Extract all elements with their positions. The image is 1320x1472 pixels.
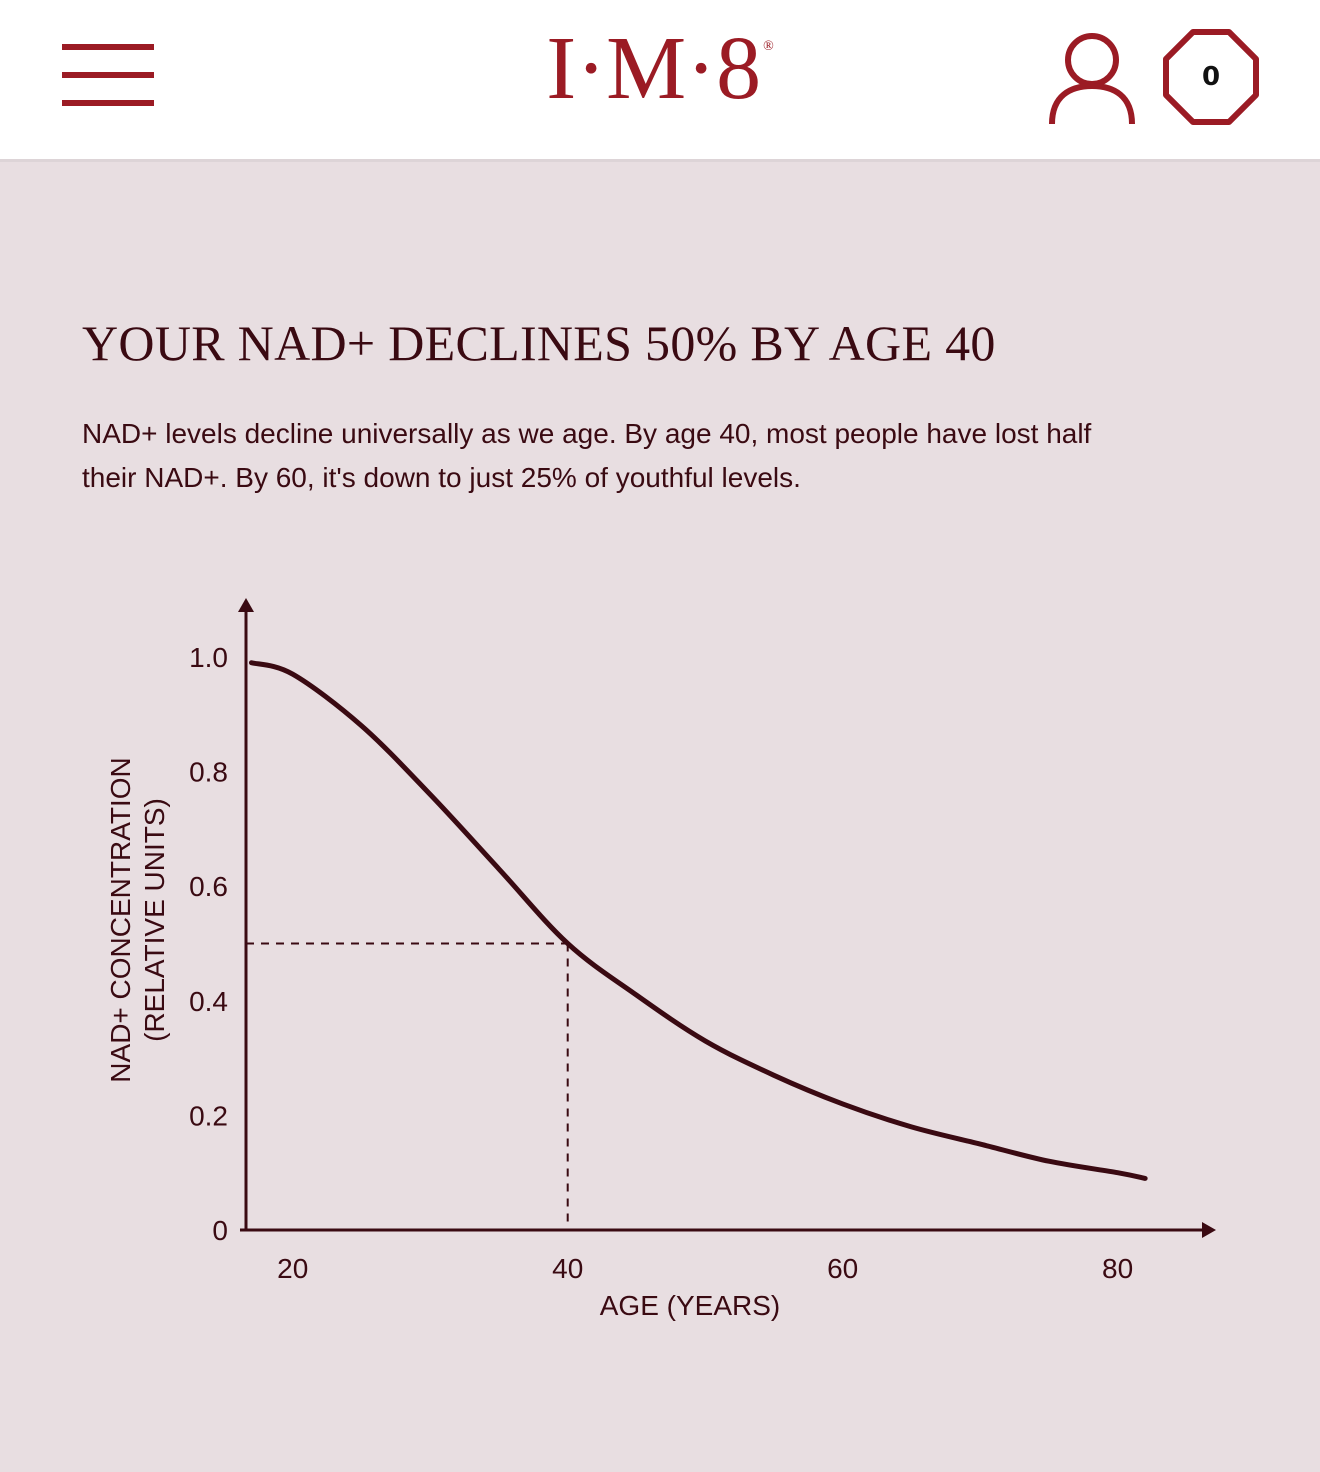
y-tick-labels <box>189 642 228 1246</box>
y-tick-label: 0.4 <box>189 985 228 1017</box>
account-button[interactable] <box>1046 30 1138 126</box>
user-account-icon <box>1046 30 1138 126</box>
section-title: YOUR NAD+ DECLINES 50% BY AGE 40 <box>82 315 996 371</box>
section-description: NAD+ levels decline universally as we age. By age 40, most people have lost half their NAD+. By 60, it's down to just 25% of youthful levels. <box>82 418 1092 493</box>
y-axis-label-line2: (RELATIVE UNITS) <box>139 798 170 1042</box>
y-tick-label: 0.8 <box>189 756 228 788</box>
cart-button[interactable] <box>1162 28 1260 126</box>
crosshair-guides <box>246 944 568 1231</box>
x-axis-arrow-icon <box>1202 1222 1216 1238</box>
y-axis-arrow-icon <box>238 598 254 612</box>
series-line <box>251 663 1145 1179</box>
x-tick-label: 60 <box>827 1253 859 1284</box>
x-tick-label: 80 <box>1102 1253 1134 1284</box>
logo-text: I·M·8 <box>546 19 762 118</box>
nad-decline-chart <box>0 560 1320 1360</box>
x-tick-label: 20 <box>277 1253 309 1284</box>
y-tick-label: 0.6 <box>189 871 228 903</box>
registered-mark: ® <box>763 39 774 54</box>
y-tick-label: 0.2 <box>189 1100 228 1132</box>
x-tick-labels <box>277 1253 1133 1284</box>
cart-count-badge: 0 <box>1201 62 1221 92</box>
x-axis <box>240 1222 1216 1238</box>
y-tick-label: 1.0 <box>189 642 228 673</box>
x-axis-label: AGE (YEARS) <box>599 1290 781 1321</box>
x-tick-label: 40 <box>552 1253 584 1284</box>
y-tick-label: 0 <box>212 1215 228 1246</box>
site-header <box>0 0 1320 162</box>
y-axis <box>238 598 254 1230</box>
y-axis-label-line1: NAD+ CONCENTRATION <box>105 757 136 1083</box>
